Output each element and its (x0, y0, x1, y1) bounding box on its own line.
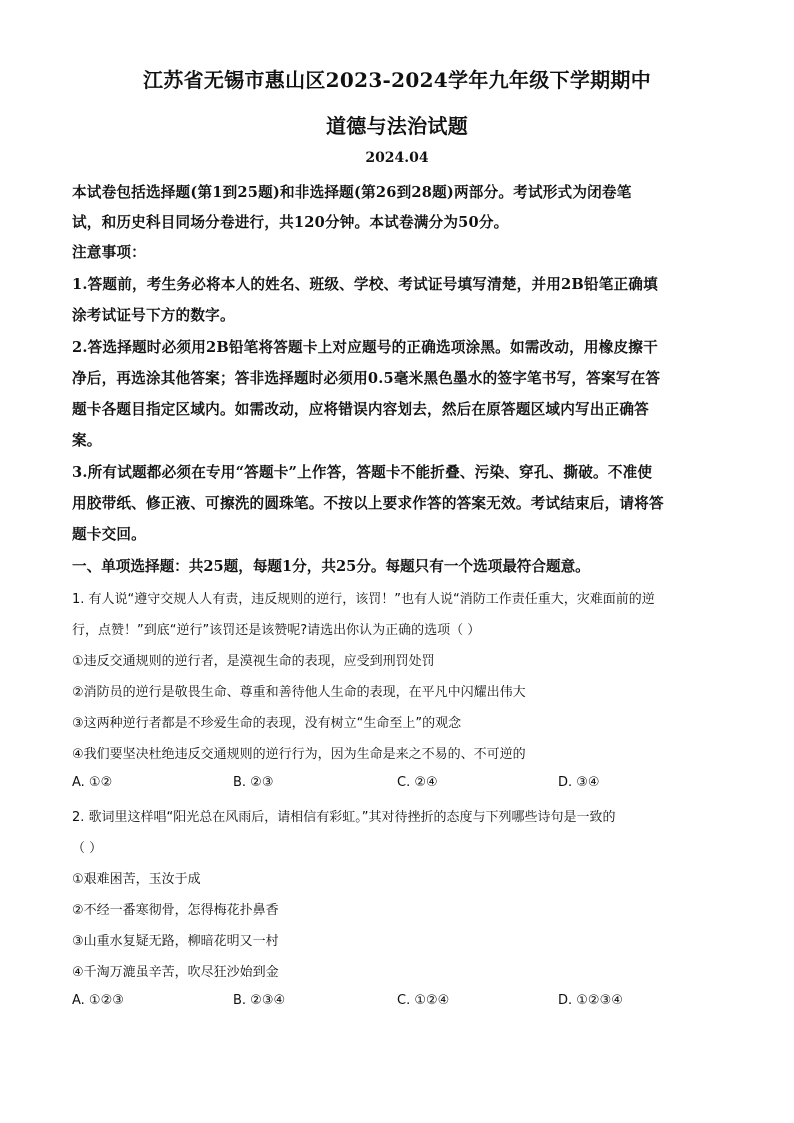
exam-title: 江苏省无锡市惠山区2023-2024学年九年级下学期期中 (142, 68, 652, 92)
question-1-item-4: ④我们要坚决杜绝违反交通规则的逆行行为，因为生命是来之不易的、不可逆的 (72, 747, 526, 762)
intro-line-1: 本试卷包括选择题(第1到25题)和非选择题(第26到28题)两部分。考试形式为闭卷笔 (72, 184, 632, 201)
question-1-item-2: ②消防员的逆行是敬畏生命、尊重和善待他人生命的表现，在平凡中闪耀出伟大 (72, 685, 526, 700)
question-2-stem-line-2: （ ） (72, 841, 103, 856)
question-1-option-c: C. ②④ (397, 775, 438, 790)
question-2-item-3: ③山重水复疑无路，柳暗花明又一村 (72, 934, 279, 949)
section-heading: 一、单项选择题：共25题，每题1分，共25分。每题只有一个选项最符合题意。 (72, 558, 590, 575)
question-1-item-3: ③这两种逆行者都是不珍爱生命的表现，没有树立“生命至上”的观念 (72, 716, 462, 731)
question-2-option-d: D. ①②③④ (558, 993, 623, 1008)
note-line-6: 案。 (72, 432, 102, 449)
question-2-item-1: ①艰难困苦，玉汝于成 (72, 872, 201, 887)
note-line-2: 涂考试证号下方的数字。 (72, 307, 235, 324)
question-2-option-c: C. ①②④ (397, 993, 450, 1008)
question-1-stem-line-1: 1. 有人说“遵守交规人人有责，违反规则的逆行，该罚！”也有人说“消防工作责任重大，灾难面前的逆 (72, 592, 655, 607)
note-line-3: 2.答选择题时必须用2B铅笔将答题卡上对应题号的正确选项涂黑。如需改动，用橡皮擦干 (72, 339, 658, 356)
question-1-option-a: A. ①② (72, 775, 113, 790)
note-line-8: 用胶带纸、修正液、可擦洗的圆珠笔。不按以上要求作答的答案无效。考试结束后，请将答 (72, 495, 664, 512)
exam-subject-title: 道德与法治试题 (325, 114, 469, 138)
note-line-4: 净后，再选涂其他答案；答非选择题时必须用0.5毫米黑色墨水的签字笔书写，答案写在答 (72, 370, 661, 387)
intro-line-2: 试，和历史科目同场分卷进行，共120分钟。本试卷满分为50分。 (72, 214, 509, 231)
notes-heading: 注意事项： (72, 244, 146, 261)
note-line-7: 3.所有试题都必须在专用“答题卡”上作答，答题卡不能折叠、污染、穿孔、撕破。不准使 (72, 464, 653, 481)
question-2-option-b: B. ②③④ (233, 993, 286, 1008)
question-2-stem-line-1: 2. 歌词里这样唱“阳光总在风雨后，请相信有彩虹。”其对待挫折的态度与下列哪些诗句是一致的 (72, 810, 616, 825)
note-line-5: 题卡各题目指定区域内。如需改动，应将错误内容划去，然后在原答题区域内写出正确答 (72, 401, 649, 418)
question-2-item-2: ②不经一番寒彻骨，怎得梅花扑鼻香 (72, 903, 279, 918)
question-1-option-d: D. ③④ (558, 775, 600, 790)
question-1-option-b: B. ②③ (233, 775, 274, 790)
question-2-item-4: ④千淘万漉虽辛苦，吹尽狂沙始到金 (72, 965, 279, 980)
question-1-item-1: ①违反交通规则的逆行者，是漠视生命的表现，应受到刑罚处罚 (72, 654, 435, 669)
note-line-9: 题卡交回。 (72, 526, 146, 543)
question-2-option-a: A. ①②③ (72, 993, 124, 1008)
note-line-1: 1.答题前，考生务必将本人的姓名、班级、学校、考试证号填写清楚，并用2B铅笔正确填 (72, 276, 658, 293)
exam-date: 2024.04 (365, 150, 429, 166)
question-1-stem-line-2: 行，点赞！”到底“逆行”该罚还是该赞呢?请选出你认为正确的选项（ ） (72, 623, 481, 638)
